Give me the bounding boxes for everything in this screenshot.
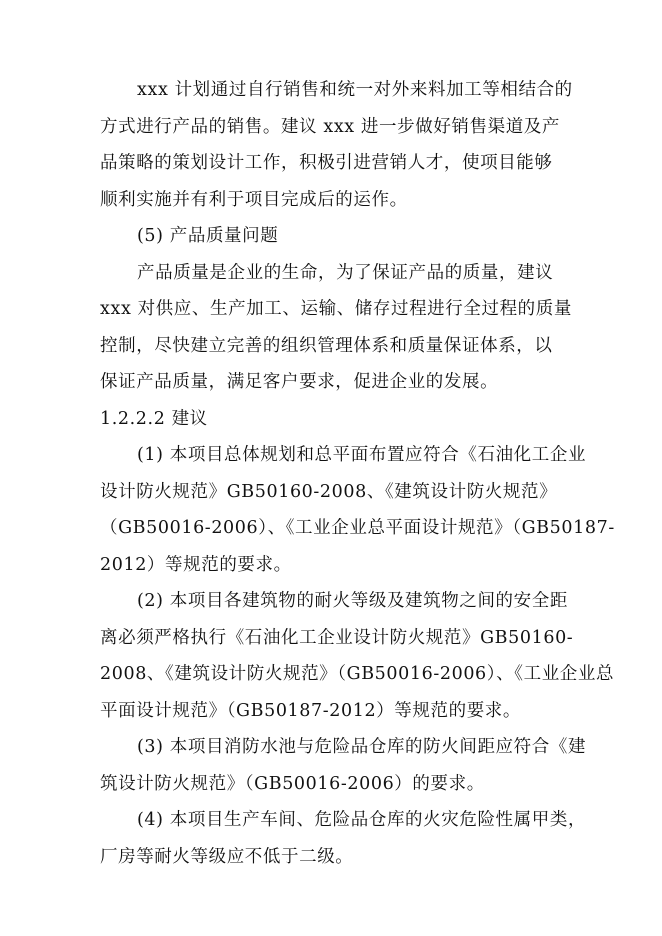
recommendation-2-paragraph <box>100 583 615 729</box>
text-line: (3) 本项目消防水池与危险品仓库的防火间距应符合《建 <box>137 737 587 757</box>
text-line: （GB50016-2006）、《工业企业总平面设计规范》（GB50187- <box>100 518 615 538</box>
recommendation-1-paragraph <box>100 437 615 583</box>
text-line: 筑设计防火规范》（GB50016-2006）的要求。 <box>100 773 485 794</box>
text-line: 设计防火规范》GB50160-2008、《建筑设计防火规范》 <box>100 481 558 502</box>
text-line: 2008、《建筑设计防火规范》（GB50016-2006）、《工业企业总 <box>100 664 615 684</box>
quality-section-heading <box>100 218 562 255</box>
text-line: 平面设计规范》（GB50187-2012）等规范的要求。 <box>100 700 522 721</box>
text-line: (4) 本项目生产车间、危险品仓库的火灾危险性属甲类， <box>137 810 587 830</box>
text-line: 离必须严格执行《石油化工企业设计防火规范》GB50160- <box>100 627 574 648</box>
quality-paragraph <box>100 255 572 401</box>
text-line: 1.2.2.2 建议 <box>100 408 208 429</box>
text-line: 厂房等耐火等级应不低于二级。 <box>100 846 354 867</box>
recommendation-4-paragraph <box>100 802 587 875</box>
text-line: xxx 对供应、生产加工、运输、储存过程进行全过程的质量 <box>100 299 572 319</box>
recommendations-heading <box>100 401 562 438</box>
document-page <box>100 72 615 875</box>
text-line: 2012）等规范的要求。 <box>100 554 292 575</box>
text-line: 保证产品质量，满足客户要求，促进企业的发展。 <box>100 372 499 392</box>
text-line: (1) 本项目总体规划和总平面布置应符合《石油化工企业 <box>137 445 587 465</box>
sales-plan-paragraph <box>100 72 573 218</box>
text-line: 方式进行产品的销售。建议 xxx 进一步做好销售渠道及产 <box>100 116 561 137</box>
text-line: 顺利实施并有利于项目完成后的运作。 <box>100 189 408 210</box>
text-line: (5) 产品质量问题 <box>137 226 279 246</box>
text-line: (2) 本项目各建筑物的耐火等级及建筑物之间的安全距 <box>137 591 568 611</box>
recommendation-3-paragraph <box>100 729 587 802</box>
text-line: 控制，尽快建立完善的组织管理体系和质量保证体系，以 <box>100 335 553 356</box>
text-line: xxx 计划通过自行销售和统一对外来料加工等相结合的 <box>137 80 573 100</box>
text-line: 产品质量是企业的生命，为了保证产品的质量，建议 <box>137 262 554 283</box>
text-line: 品策略的策划设计工作，积极引进营销人才，使项目能够 <box>100 153 553 173</box>
